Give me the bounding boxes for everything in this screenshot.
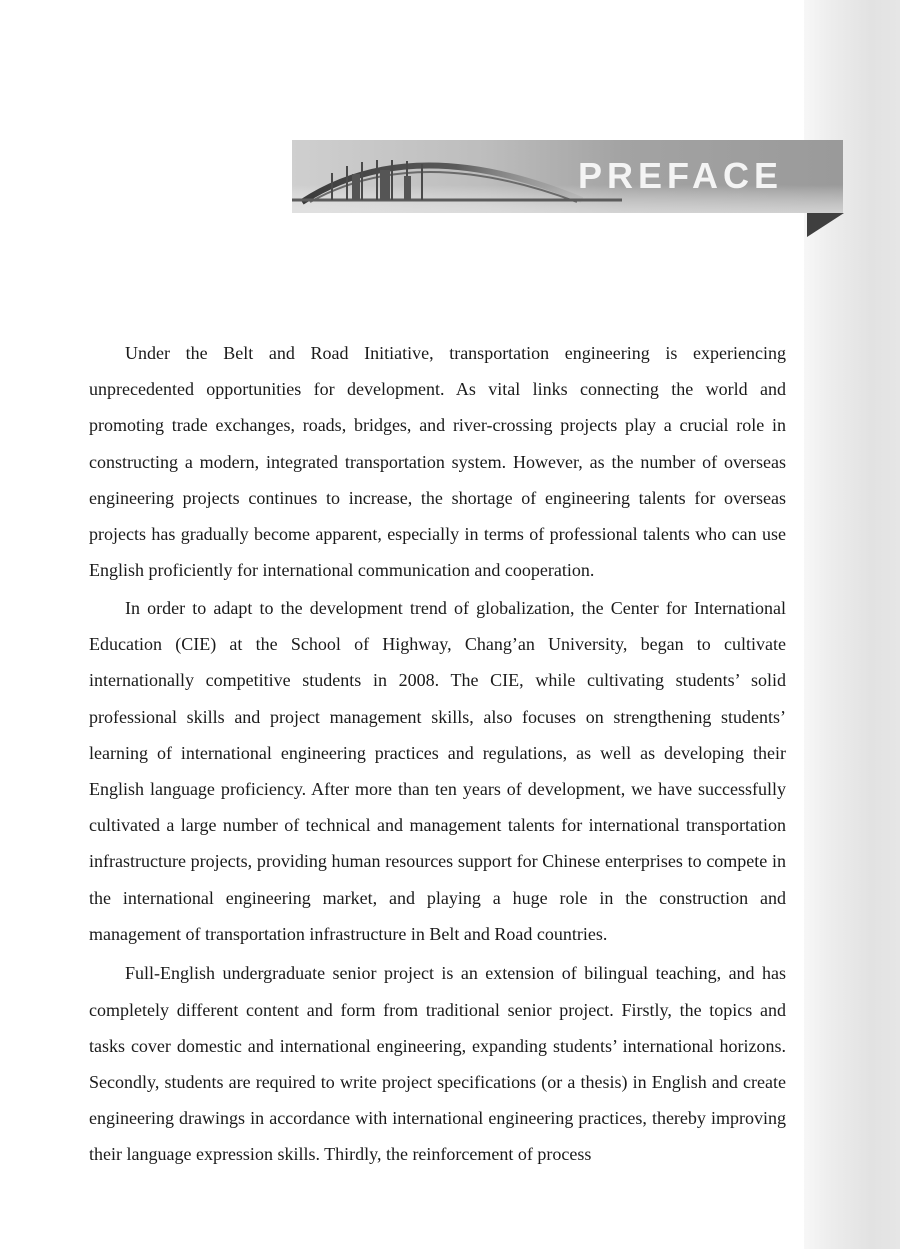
banner-fold-corner — [807, 213, 844, 237]
preface-banner — [292, 140, 843, 213]
paragraph-3: Full-English undergraduate senior project is an extension of bilingual teaching, and has completely different content and form from traditional senior project. Firstly, the topics and tasks cover domestic and international engineering, expanding students’ international horizons. Secondly, students are required to write project specifications (or a thesis) in English and create engineering drawings in accordance with international engineering practices, thereby improving their language expression skills. Thirdly, the reinforcement of process — [89, 963, 786, 1165]
page-title: PREFACE — [577, 155, 783, 196]
paragraph-1: Under the Belt and Road Initiative, transportation engineering is experiencing unprecedented opportunities for development. As vital links connecting the world and promoting trade exchanges, roads, bridges, and river-crossing projects play a crucial role in constructing a modern, integrated transportation system. However, as the number of overseas engineering projects continues to increase, the shortage of engineering talents for overseas projects has gradually become apparent, especially in terms of professional talents who can use English proficiently for international communication and cooperation. — [89, 343, 786, 581]
preface-body — [89, 335, 786, 1174]
paragraph-2: In order to adapt to the development trend of globalization, the Center for International Education (CIE) at the School of Highway, Chang’an University, began to cultivate internationally competitive students in 2008. The CIE, while cultivating students’ solid professional skills and project management skills, also focuses on strengthening students’ learning of international engineering practices and regulations, as well as developing their English language proficiency. After more than ten years of development, we have successfully cultivated a large number of technical and management talents for international transportation infrastructure projects, providing human resources support for Chinese enterprises to compete in the international engineering market, and playing a huge role in the construction and management of transportation infrastructure in Belt and Road countries. — [89, 597, 786, 944]
